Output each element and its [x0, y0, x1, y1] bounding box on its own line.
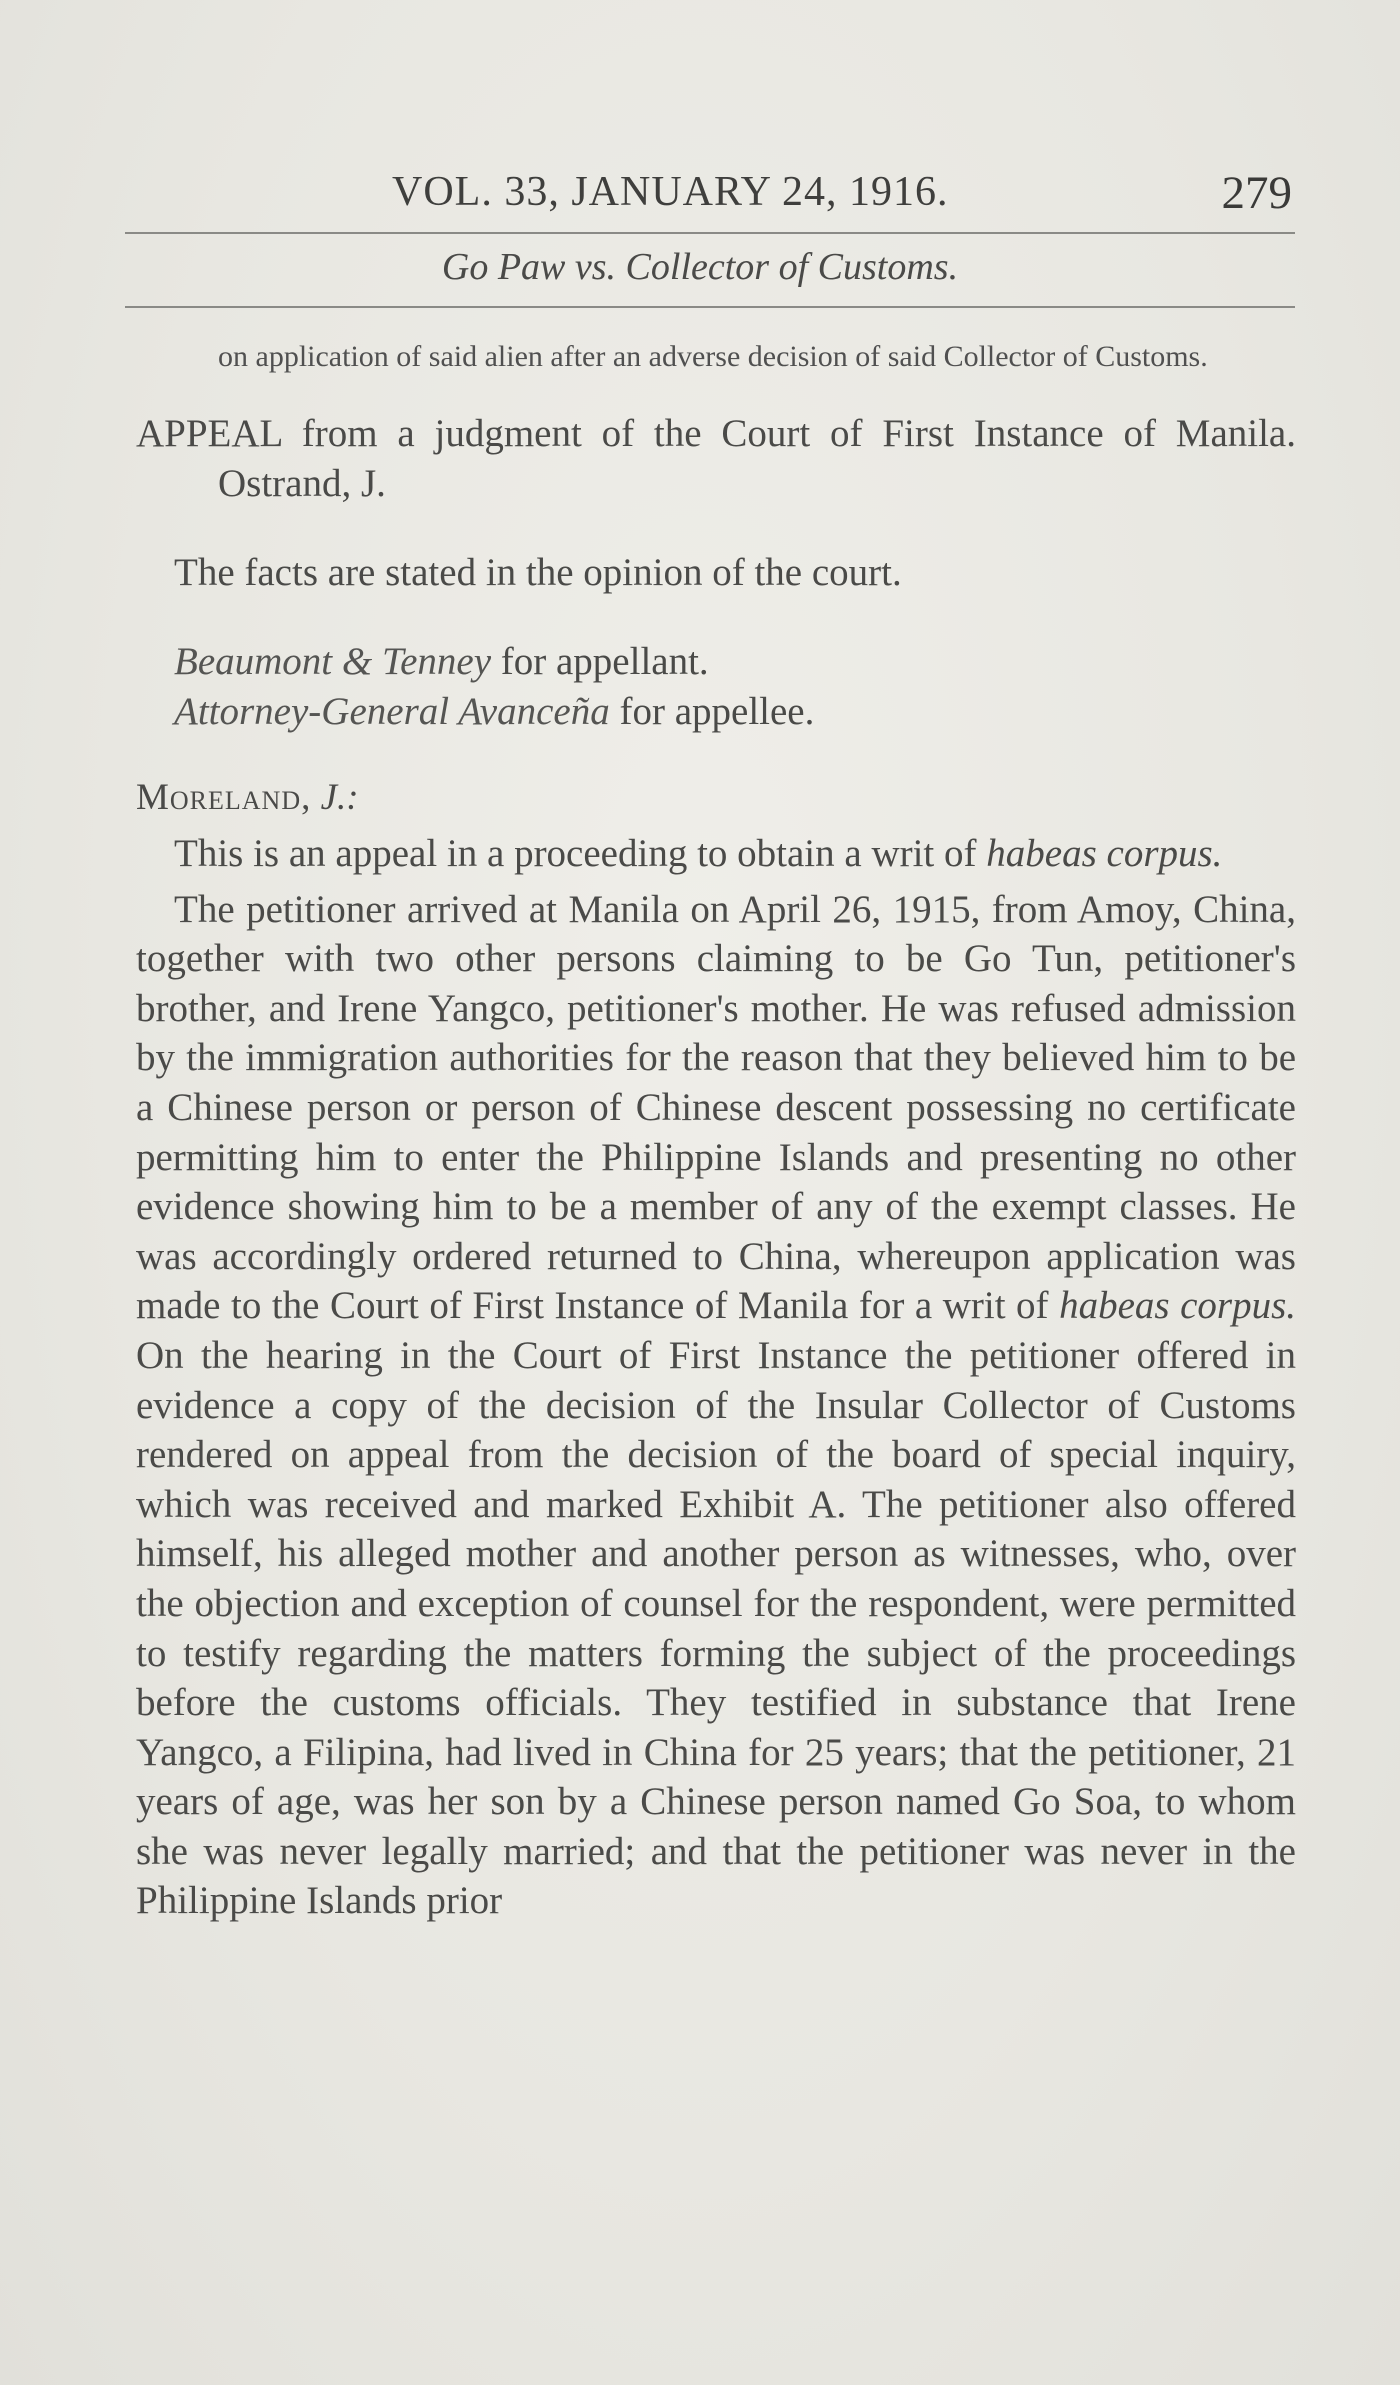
facts-statement: The facts are stated in the opinion of the court. — [174, 551, 902, 594]
counsel-appellant — [174, 637, 1296, 687]
syllabus-fragment: on application of said alien after an adverse decision of said Collector of Customs. — [218, 340, 1208, 373]
justice-suffix: J.: — [320, 777, 359, 818]
opinion-paragraph-2 — [136, 885, 1296, 1926]
counsel-appellee — [174, 687, 1296, 737]
body-text — [136, 325, 1296, 1926]
appellant-role: for appellant. — [491, 640, 709, 683]
header-rule-top — [125, 232, 1295, 234]
page-number: 279 — [1221, 167, 1292, 219]
justice-heading — [136, 773, 1296, 823]
opinion-paragraph-1 — [136, 829, 1296, 879]
opinion-p2-text-a: The petitioner arrived at Manila on April 26, 1915, from Amoy, China, together with two other persons claiming to be Go Tun, petitioner's brother, and Irene Yangco, petitioner's mother. He was refused admission by the immigration authorities for the reason that they believed him to be a Chinese person or person of Chinese descent possessing no certificate permitting him to enter the Philippine Islands and presenting no other evidence showing him to be a member of any of the exempt classes. He was accordingly ordered returned to China, whereupon application was made to the Court of First Instance of Manila for a writ of — [136, 887, 1296, 1328]
opinion-p2-text-b: On the hearing in the Court of First Instance the petitioner offered in evidence a copy of the decision of the Insular Collector of Customs rendered on appeal from the decision of the board of special inquiry, which was received and marked Exhibit A. The petitioner also offered himself, his alleged mother and another person as witnesses, who, over the objection and exception of counsel for the respondent, were permitted to testify regarding the matters forming the subject of the proceedings before the customs officials. They testified in substance that Irene Yangco, a Filipina, had lived in China for 25 years; that the petitioner, 21 years of age, was her son by a Chinese person named Go Soa, to whom she was never legally married; and that the petitioner was never in the Philippine Islands prior — [136, 1333, 1296, 1923]
appeal-statement: APPEAL from a judgment of the Court of First Instance of Manila. Ostrand, J. — [136, 412, 1296, 505]
appellant-counsel-name: Beaumont & Tenney — [174, 640, 492, 683]
page-header — [132, 158, 1292, 228]
appellee-role: for appellee. — [609, 690, 815, 733]
opinion-p1-text: This is an appeal in a proceeding to obtain a writ of — [174, 832, 987, 875]
case-title: Go Paw vs. Collector of Customs. — [441, 246, 959, 288]
running-head: VOL. 33, JANUARY 24, 1916. — [392, 169, 949, 215]
opinion-p2-italic: habeas corpus. — [1059, 1284, 1297, 1328]
opinion-p1-italic: habeas corpus. — [986, 832, 1223, 875]
header-rule-bottom — [125, 306, 1295, 308]
justice-name: Moreland, — [136, 777, 312, 818]
counsel-block — [136, 637, 1296, 737]
appellee-counsel-name: Attorney-General Avanceña — [174, 690, 610, 733]
